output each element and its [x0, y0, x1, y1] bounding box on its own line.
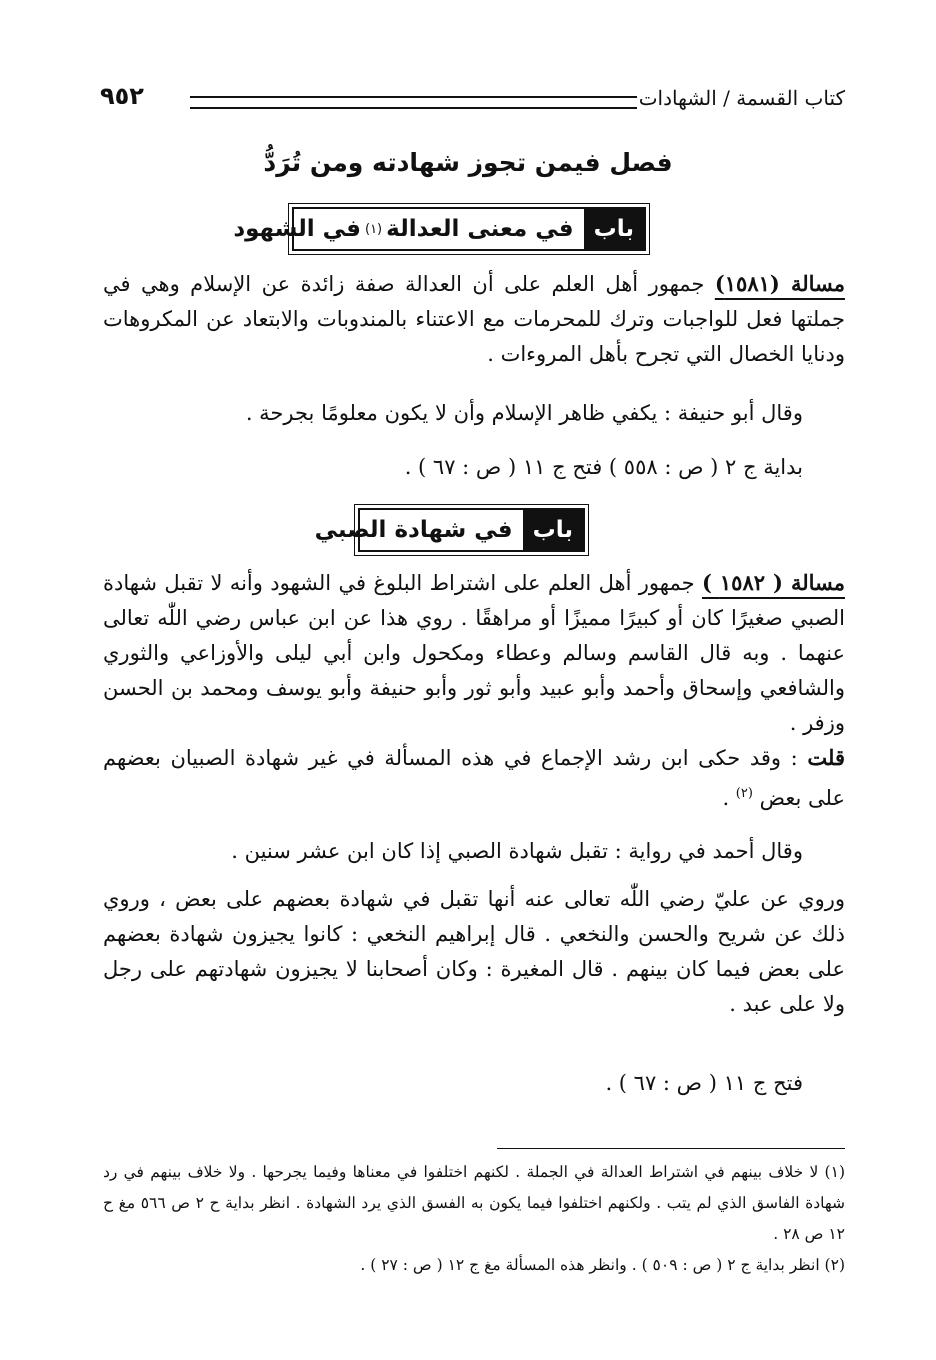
paragraph-qultu	[103, 740, 845, 816]
bab-label: باب	[584, 209, 644, 249]
footnote-ref-1: (١)	[364, 221, 383, 237]
footnotes	[103, 1157, 845, 1281]
masala-1582	[103, 565, 845, 741]
chapter-title: فصل فيمن تجوز شهادته ومن تُرَدُّ	[263, 148, 673, 177]
paragraph-ali: وروي عن عليّ رضي اللّٰه تعالى عنه أنها تقبل في شهادة بعضهم على بعض ، وروي ذلك عن شريح والحسن والنخعي . قال إبراهيم النخعي : كانوا يجيزون شهادة بعضهم على بعض فيما كان بينهم . قال المغيرة : وكان أصحابنا لا يجيزون شهادتهم على رجل ولا على عبد .	[103, 887, 845, 1016]
bab-label: باب	[523, 510, 583, 550]
masala-1581	[103, 266, 845, 372]
qultu-end: .	[722, 786, 736, 810]
citation-1: بداية ج ٢ ( ص : ٥٥٨ ) فتح ج ١١ ( ص : ٦٧ ) .	[404, 455, 803, 479]
section-title-text-end: في الشهود	[233, 216, 361, 242]
masala-label: مسالة (١٥٨١)	[714, 271, 845, 296]
masala-text: جمهور أهل العلم على اشتراط البلوغ في الشهود وأنه لا تقبل شهادة الصبي صغيرًا كان أو كبيرًا مميزًا أو مراهقًا . روي هذا عن ابن عباس رضي اللّٰه تعالى عنهما . وبه قال القاسم وسالم وعطاء ومكحول وابن أبي ليلى والأوزاعي والثوري والشافعي وإسحاق وأحمد وأبو عبيد وأبو ثور وأبو حنيفة وأبو يوسف ومحمد بن الحسن وزفر .	[103, 571, 845, 735]
citation-2: فتح ج ١١ ( ص : ٦٧ ) .	[605, 1071, 803, 1095]
footnote-rule	[497, 1148, 845, 1149]
footnote-2: (٢) انظر بداية ج ٢ ( ص : ٥٠٩ ) . وانظر هذه المسألة مغ ج ١٢ ( ص : ٢٧ ) .	[360, 1256, 845, 1274]
paragraph-abu-hanifa: وقال أبو حنيفة : يكفي ظاهر الإسلام وأن لا يكون معلومًا بجرحة .	[245, 401, 803, 425]
section-heading-child-testimony	[314, 508, 585, 552]
section-heading-justice	[233, 207, 646, 251]
masala-text: جمهور أهل العلم على أن العدالة صفة زائدة عن الإسلام وهي في جملتها فعل للواجبات وترك للمحرمات مع الاعتناء بالمندوبات والابتعاد عن المكروهات ودنايا الخصال التي تجرح بأهل المروءات .	[103, 272, 845, 366]
running-header	[100, 82, 845, 116]
paragraph-ahmad: وقال أحمد في رواية : تقبل شهادة الصبي إذا كان ابن عشر سنين .	[231, 839, 803, 863]
section-title: في شهادة الصبي	[314, 517, 513, 543]
section-title-text: في معنى العدالة	[386, 216, 574, 242]
header-rule	[190, 96, 637, 109]
section-title	[223, 209, 583, 249]
header-title: كتاب القسمة / الشهادات	[638, 86, 845, 110]
footnote-ref-2: (٢)	[735, 786, 753, 801]
qultu-label: قلت	[807, 745, 845, 770]
page-number: ٩٥٢	[100, 82, 144, 110]
qultu-text: : وقد حكى ابن رشد الإجماع في هذه المسألة في غير شهادة الصبيان بعضهم على بعض	[103, 746, 845, 810]
masala-label: مسالة ( ١٥٨٢ )	[701, 570, 845, 595]
footnote-1: (١) لا خلاف بينهم في اشتراط العدالة في الجملة . لكنهم اختلفوا في معناها وفيما يجرحها . ولا خلاف بينهم في رد شهادة الفاسق الذي لم يتب . ولكنهم اختلفوا فيما يكون به الفسق الذي يرد الشهادة . انظر بداية ح ٢ ص ٥٦٦ مغ ح ١٢ ص ٢٨ .	[103, 1163, 845, 1243]
